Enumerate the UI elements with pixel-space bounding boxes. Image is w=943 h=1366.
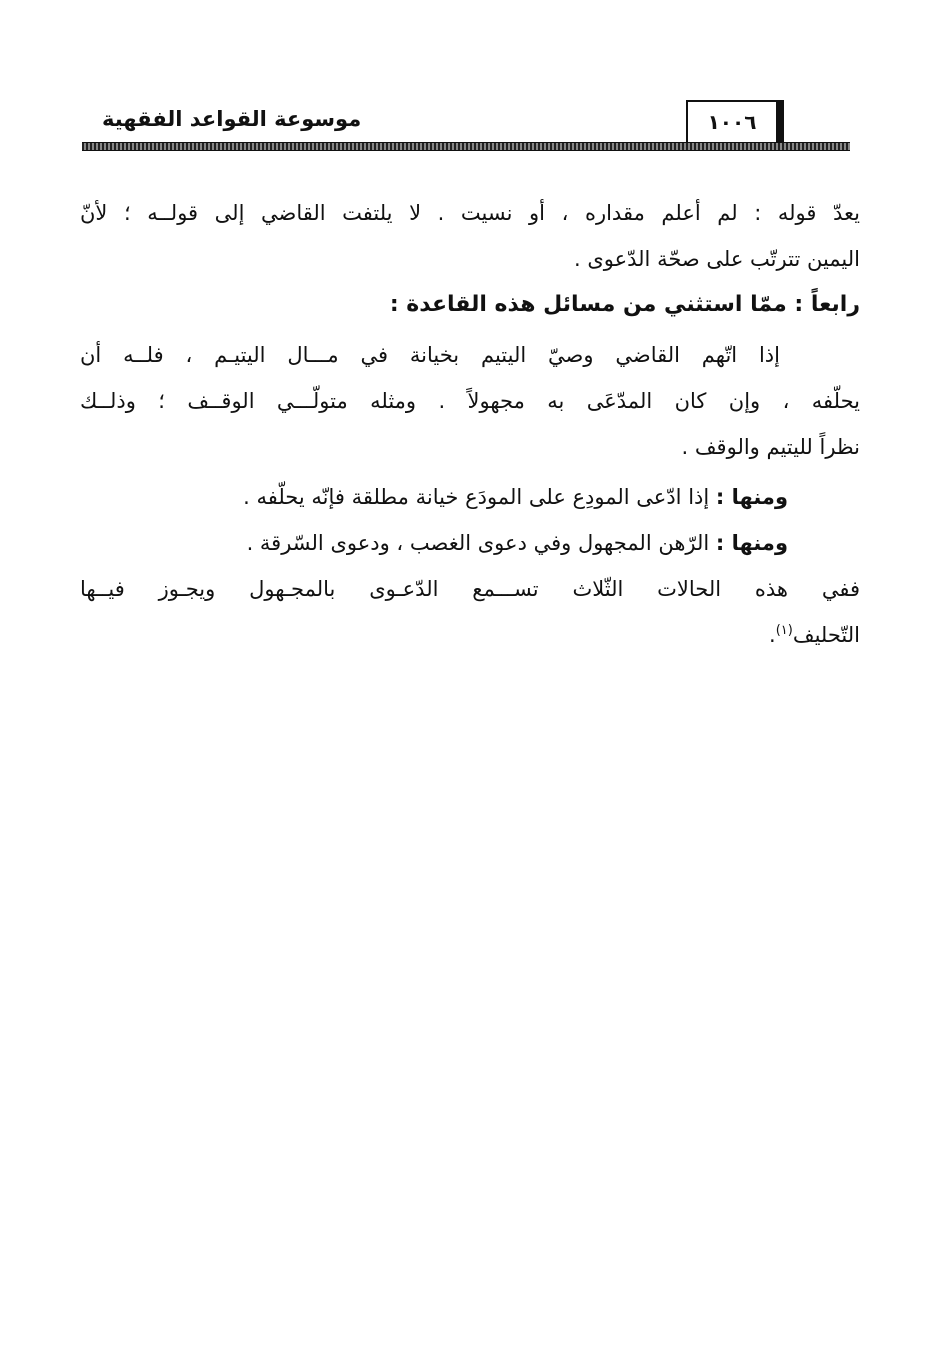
item-2-lead: ومنها : (715, 531, 788, 555)
book-title: موسوعة القواعد الفقهية (102, 107, 362, 131)
paragraph-3-line-1: ففي هذه الحالات الثّلاث تســـمع الدّعـوى بالمجـهول ويجـوز فيــها (80, 577, 860, 601)
footnote-reference[interactable]: (١) (775, 623, 793, 638)
header-divider (82, 142, 850, 151)
item-2-text: الرّهن المجهول وفي دعوى الغصب ، ودعوى السّرقة . (246, 531, 710, 555)
paragraph-2-line-3: نظراً لليتيم والوقف . (681, 435, 860, 459)
section-heading: رابعاً : ممّا استثني من مسائل هذه القاعدة : (389, 292, 860, 317)
paragraph-2-line-1: إذا اتّهم القاضي وصيّ اليتيم بخيانة في مـــال اليتيـم ، فلــه أن (80, 343, 780, 367)
paragraph-1-line-1: يعدّ قوله : لم أعلم مقداره ، أو نسيت . لا يلتفت القاضي إلى قولــه ؛ لأنّ (80, 201, 860, 225)
paragraph-3-line-2 (80, 612, 860, 658)
item-2 (80, 520, 860, 566)
page-header (82, 96, 850, 154)
paragraph-1-line-2: اليمين تترتّب على صحّة الدّعوى . (573, 247, 860, 271)
item-1 (80, 474, 860, 520)
page-body-text (80, 190, 860, 658)
item-1-lead: ومنها : (715, 485, 788, 509)
paragraph-2-line-2: يحلّفه ، وإن كان المدّعَى به مجهولاً . ومثله متولّـــي الوقــف ؛ وذلــك (80, 389, 860, 413)
paragraph-3-line-2-text: التّحليف (792, 623, 860, 647)
paragraph-3-end-mark: . (769, 623, 776, 647)
item-1-text: إذا ادّعى المودِع على المودَع خيانة مطلقة فإنّه يحلّفه . (243, 485, 710, 509)
page-number: ١٠٠٦ (686, 100, 778, 144)
